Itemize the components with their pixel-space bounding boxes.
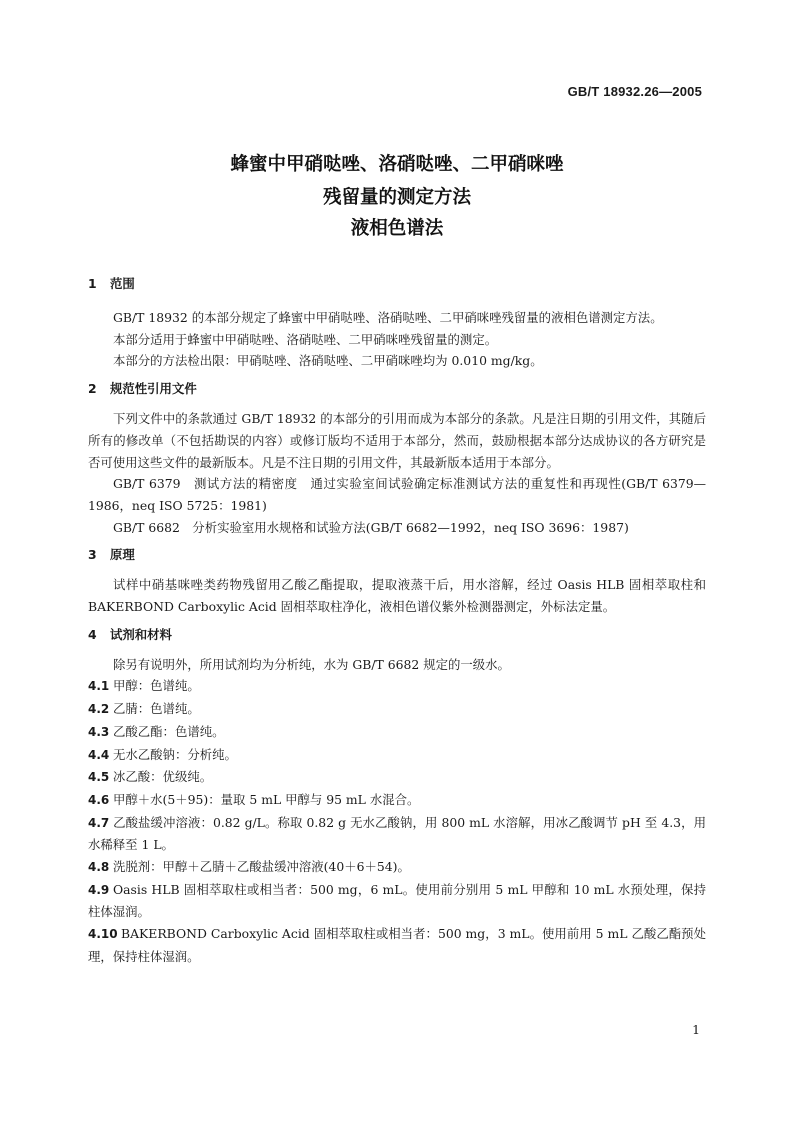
section-title: 规范性引用文件 [110,381,197,397]
standard-code: GB/T 18932.26—2005 [567,84,702,99]
paragraph: 本部分适用于蜂蜜中甲硝哒唑、洛硝哒唑、二甲硝咪唑残留量的测定。 [113,331,498,347]
item-text: 乙酸盐缓冲溶液：0.82 g/L。称取 0.82 g 无水乙酸钠，用 800 mL 水溶解，用冰乙酸调节 pH 至 4.3，用水稀释至 1 L。 [88,814,706,853]
document-title-line-1: 蜂蜜中甲硝哒唑、洛硝哒唑、二甲硝咪唑 [230,154,564,175]
reagent-item [88,812,706,856]
page-number: 1 [692,1022,700,1037]
item-text: 洗脱剂：甲醇＋乙腈＋乙酸盐缓冲溶液(40＋6＋54)。 [113,859,410,875]
section-number: 3 [88,547,97,563]
reagent-item [88,698,706,721]
section-number: 1 [88,276,97,291]
reagent-item [88,789,706,812]
paragraph: GB/T 18932 的本部分规定了蜂蜜中甲硝哒唑、洛硝哒唑、二甲硝咪唑残留量的液相色谱测定方法。 [113,310,663,325]
item-text: 乙酸乙酯：色谱纯。 [113,723,225,739]
item-text: 无水乙酸钠：分析纯。 [113,746,237,762]
item-number: 4.5 [88,770,110,785]
section-number: 4 [88,626,97,642]
item-text: BAKERBOND Carboxylic Acid 固相萃取柱或相当者：500 mg，3 mL。使用前用 5 mL 乙酸乙酯预处理，保持柱体湿润。 [88,926,706,964]
section-heading-principle [88,545,706,565]
item-number: 4.2 [88,702,110,717]
reference-entry: GB/T 6682 分析实验室用水规格和试验方法(GB/T 6682—1992，neq ISO 3696：1987) [113,519,629,535]
section-title: 范围 [110,276,135,291]
paragraph: 本部分的方法检出限：甲硝哒唑、洛硝哒唑、二甲硝咪唑均为 0.010 mg/kg。 [113,353,543,369]
document-body [88,274,706,968]
section-heading-reagents [88,625,706,645]
document-title-line-3: 液相色谱法 [350,218,444,239]
item-number: 4.4 [88,747,110,762]
paragraph: 除另有说明外，所用试剂均为分析纯，水为 GB/T 6682 规定的一级水。 [113,656,510,672]
reagent-item [88,675,706,698]
item-number: 4.1 [88,679,110,694]
item-text: 甲醇：色谱纯。 [113,678,200,694]
reagent-item [88,879,706,923]
reference-entry: GB/T 6379 测试方法的精密度 通过实验室间试验确定标准测试方法的重复性和再现性(GB/T 6379—1986，neq ISO 5725：1981) [88,476,706,513]
section-heading-scope [88,274,706,294]
paragraph: 试样中硝基咪唑类药物残留用乙酸乙酯提取，提取液蒸干后，用水溶解，经过 Oasis HLB 固相萃取柱和 BAKERBOND Carboxylic Acid 固相萃取柱净化，液相色谱仪紫外检测器测定，外标法定量。 [88,577,706,615]
item-text: 冰乙酸：优级纯。 [113,769,213,785]
reagent-item [88,856,706,879]
document-title-line-2: 残留量的测定方法 [322,187,471,208]
item-number: 4.10 [88,927,118,942]
item-number: 4.9 [88,882,110,897]
item-text: 乙腈：色谱纯。 [113,701,200,717]
paragraph: 下列文件中的条款通过 GB/T 18932 的本部分的引用而成为本部分的条款。凡是注日期的引用文件，其随后所有的修改单（不包括勘误的内容）或修订版均不适用于本部分，然而，鼓励根据本部分达成协议的各方研究是否可使用这些文件的最新版本。凡是不注日期的引用文件，其最新版本适用于本部分。 [88,411,706,470]
section-number: 2 [88,381,97,397]
item-number: 4.7 [88,815,110,830]
item-text: 甲醇＋水(5＋95)：量取 5 mL 甲醇与 95 mL 水混合。 [113,791,420,807]
reagent-item [88,721,706,744]
reagent-item [88,744,706,767]
section-title: 试剂和材料 [110,626,172,642]
section-title: 原理 [110,547,135,563]
item-number: 4.8 [88,860,110,875]
section-heading-normative-references [88,379,706,399]
item-number: 4.6 [88,792,110,807]
reagent-item [88,923,706,967]
item-number: 4.3 [88,724,110,739]
reagent-item [88,766,706,789]
item-text: Oasis HLB 固相萃取柱或相当者：500 mg，6 mL。使用前分别用 5 mL 甲醇和 10 mL 水预处理，保持柱体湿润。 [88,881,707,920]
